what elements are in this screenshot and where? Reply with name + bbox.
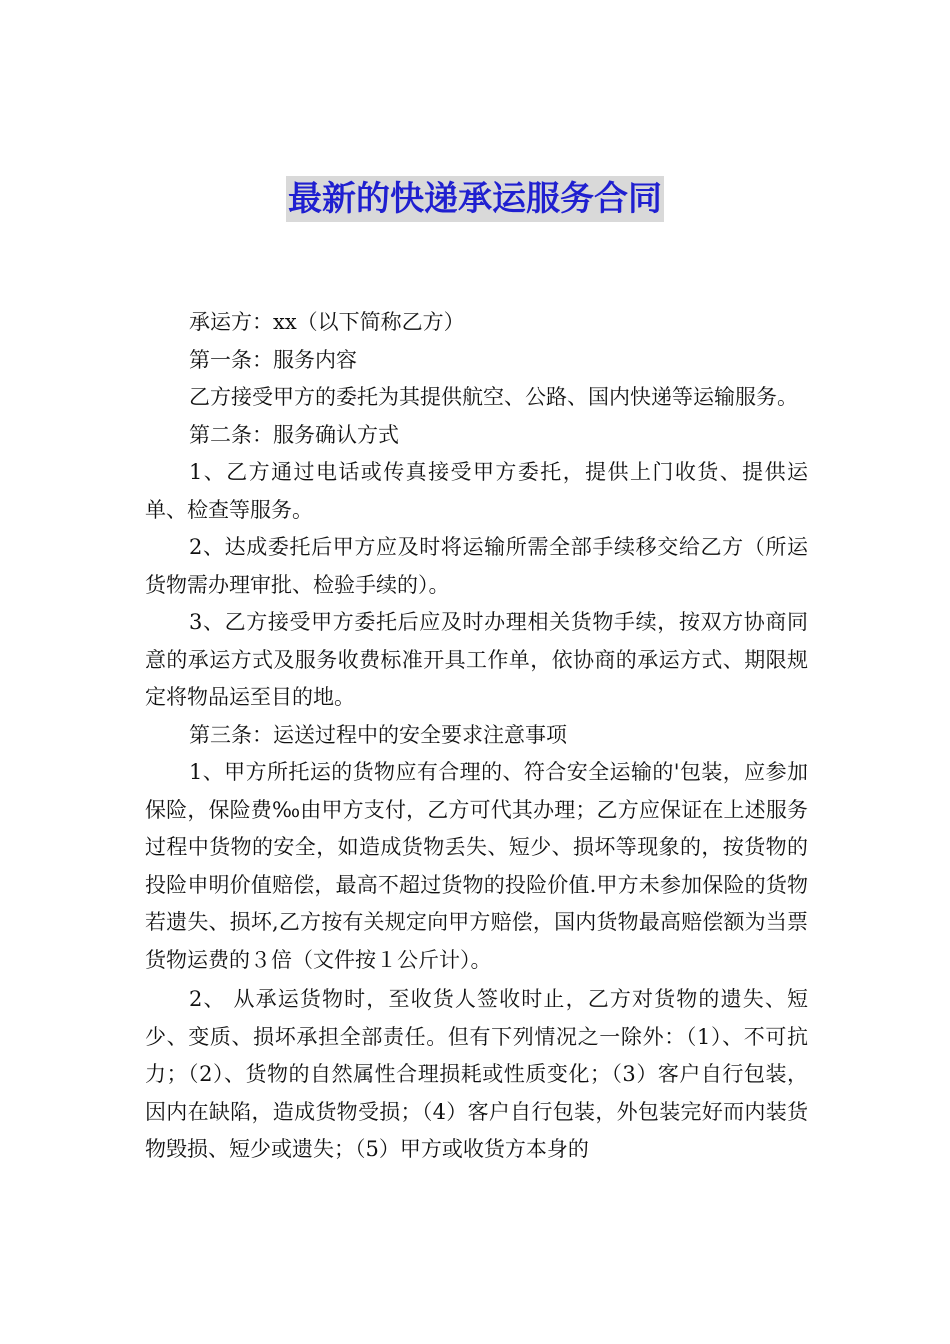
paragraph-article-1-content: 乙方接受甲方的委托为其提供航空、公路、国内快递等运输服务。 xyxy=(189,385,798,409)
paragraph-article-3-item-2: 2、 从承运货物时，至收货人签收时止，乙方对货物的遗失、短少、变质、损坏承担全部责任。但有下列情况之一除外：（1）、不可抗力；（2）、货物的自然属性合理损耗或性质变化；（3）客户自行包装，因内在缺陷，造成货物受损；（4）客户自行包装，外包装完好而内装货物毁损、短少或遗失；（5）甲方或收货方本身的 xyxy=(145,987,808,1161)
paragraph-article-2-item-1: 1、乙方通过电话或传真接受甲方委托，提供上门收货、提供运单、检查等服务。 xyxy=(145,460,808,522)
paragraph-carrier: 承运方：xx（以下简称乙方） xyxy=(189,310,465,334)
title-container xyxy=(0,176,950,222)
paragraph-article-1-heading: 第一条：服务内容 xyxy=(189,347,357,372)
paragraph-article-3-item-1: 1、甲方所托运的货物应有合理的、符合安全运输的'包装，应参加保险，保险费‰由甲方支付，乙方可代其办理；乙方应保证在上述服务过程中货物的安全，如造成货物丢失、短少、损坏等现象的，按货物的投险申明价值赔偿，最高不超过货物的投险价值.甲方未参加保险的货物若遗失、损坏,乙方按有关规定向甲方赔偿，国内货物最高赔偿额为当票货物运费的３倍（文件按１公斤计）。 xyxy=(145,760,808,972)
paragraph-article-2-item-3: 3、乙方接受甲方委托后应及时办理相关货物手续，按双方协商同意的承运方式及服务收费标准开具工作单，依协商的承运方式、期限规定将物品运至目的地。 xyxy=(145,610,808,709)
paragraph-article-3-heading: 第三条：运送过程中的安全要求注意事项 xyxy=(189,722,567,747)
document-title: 最新的快递承运服务合同 xyxy=(286,176,664,222)
document-body xyxy=(145,304,808,1169)
paragraph-article-2-item-2: 2、达成委托后甲方应及时将运输所需全部手续移交给乙方（所运货物需办理审批、检验手续的）。 xyxy=(145,535,808,597)
paragraph-article-2-heading: 第二条：服务确认方式 xyxy=(189,422,399,447)
